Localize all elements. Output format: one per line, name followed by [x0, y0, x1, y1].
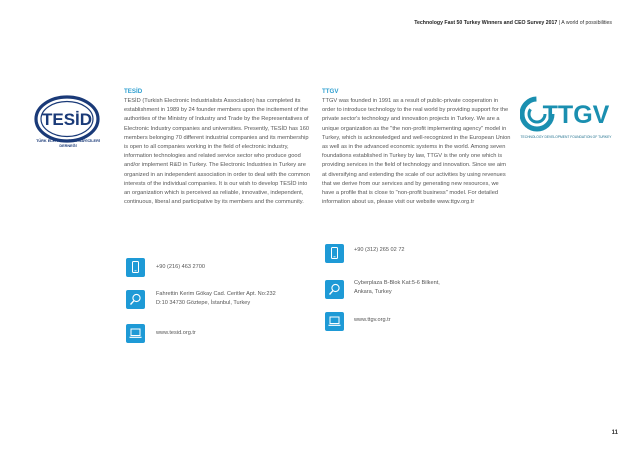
header-title: Technology Fast 50 Turkey Winners and CEO Survey 2017 [414, 20, 558, 26]
header-tagline: | A world of possibilities [557, 20, 612, 26]
laptop-icon [325, 312, 344, 331]
tesid-description: TESİD (Turkish Electronic Industrialists Association) has completed its establishment in 1989 by 24 founder members upon the incitement of the authorities of the Ministry of Industry and Trade by the Representatives of Electronic Industry companies and universities. Presently, TESİD has 160 members belonging 70 different industrial companies and its membership is open to all companies working in the field of electronic industry, information technologies and related service sector who produce good and/or implement R&D in Turkey. The Electronic Industries in Turkey are organized in an independent association in order to deal with the common interests of the individual companies. It is our wish to develop TESİD into an organization which is perceived as reliable, innovative, independent, continuous, liberal and participative by its members and the community. [124, 98, 310, 206]
ttgv-phone-icon [325, 244, 344, 263]
search-location-icon [325, 280, 344, 299]
tesid-web-icon [126, 324, 145, 343]
tesid-logo-subtitle: TÜRK ELEKTRONİK SANAYİCİLERİ DERNEĞİ [36, 139, 100, 148]
ttgv-address-line2: Ankara, Turkey [354, 288, 392, 295]
ttgv-logo-subtitle: TECHNOLOGY DEVELOPMENT FOUNDATION OF TURKEY [520, 135, 612, 139]
page-header [414, 20, 612, 26]
tesid-logo-text: TESİD [41, 110, 93, 129]
ttgv-web-icon [325, 312, 344, 331]
ttgv-phone: +90 (312) 265 02 72 [354, 247, 405, 253]
tesid-address-line2: D:10 34730 Göztepe, İstanbul, Turkey [156, 299, 251, 306]
phone-icon [126, 258, 145, 277]
phone-icon [325, 244, 344, 263]
ttgv-address [354, 279, 440, 296]
tesid-section [124, 88, 312, 207]
ttgv-logo-text: TTGV [542, 101, 610, 129]
search-location-icon [126, 290, 145, 309]
laptop-icon [126, 324, 145, 343]
ttgv-title: TTGV [322, 88, 339, 95]
tesid-address [156, 290, 276, 307]
tesid-phone: +90 (216) 463 2700 [156, 264, 205, 270]
page-number: 11 [611, 430, 618, 436]
ttgv-description: TTGV was founded in 1991 as a result of public-private cooperation in order to introduce technology to the real world by providing support for the private sector's technology and innovation projects in Turkey. We are a unique organization as the "the non-profit implementing agency" model in Turkey, which is acknowledged and well-recognized in the European Union as well as in the advanced economic systems in the world. Among seven foundations established in Turkey by law, TTGV is the only one which is providing services in the field of technology and innovation. Since we aim at diversifying and extending the scale of our activities by using revenues that we derive from our services and by generating new resources, we have a profile that is close to "non-profit business" model. For detailed information about us, please visit our website www.ttgv.org.tr [322, 98, 511, 206]
ttgv-logo [520, 94, 610, 134]
tesid-phone-icon [126, 258, 145, 277]
ttgv-address-icon [325, 280, 344, 299]
ttgv-address-line1: Cyberplaza B-Blok Kat:5-6 Bilkent, [354, 280, 440, 286]
tesid-address-line1: Fahrettin Kerim Gökay Cad. Ceritler Apt. No:232 [156, 291, 276, 297]
ttgv-website[interactable]: www.ttgv.org.tr [354, 317, 391, 323]
ttgv-section [322, 88, 512, 207]
tesid-website[interactable]: www.tesid.org.tr [156, 330, 196, 336]
tesid-title: TESİD [124, 88, 143, 95]
tesid-address-icon [126, 290, 145, 309]
